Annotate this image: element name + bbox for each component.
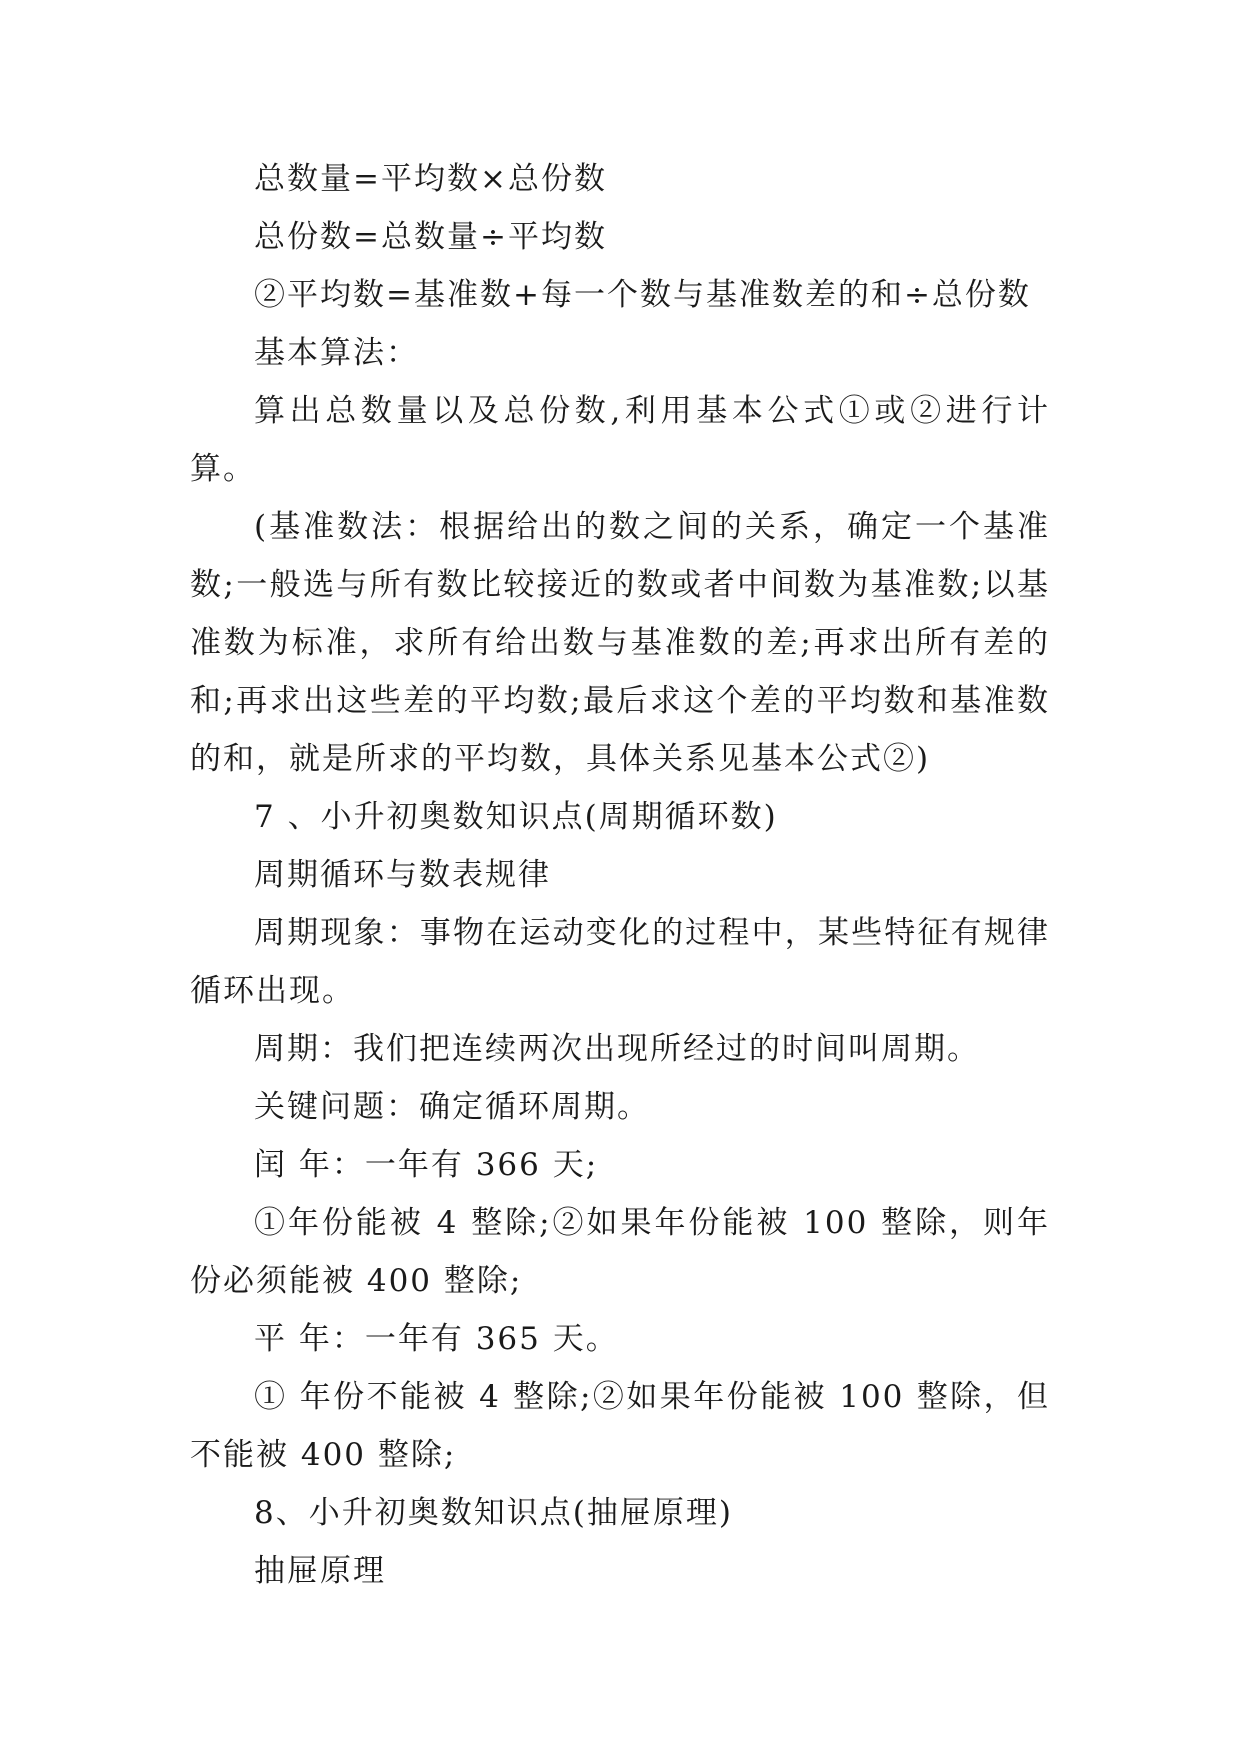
common-year-definition: 平 年：一年有 365 天。 (254, 1321, 619, 1357)
key-question: 关键问题：确定循环周期。 (254, 1089, 650, 1125)
common-year-rules: ① 年份不能被 4 整除;②如果年份能被 100 整除，但不能被 400 整除; (190, 1379, 1050, 1473)
document-body (190, 150, 1050, 1600)
periodic-phenomenon-paragraph: 周期现象：事物在运动变化的过程中，某些特征有规律循环出现。 (190, 915, 1050, 1009)
formula-average-baseline: ②平均数=基准数+每一个数与基准数差的和÷总份数 (254, 277, 1031, 313)
periodic-cycle-subheading: 周期循环与数表规律 (254, 857, 551, 893)
pigeonhole-principle-heading: 抽屉原理 (254, 1553, 386, 1589)
section-8-heading: 8、小升初奥数知识点(抽屉原理) (254, 1495, 733, 1531)
leap-year-rules: ①年份能被 4 整除;②如果年份能被 100 整除，则年份必须能被 400 整除; (190, 1205, 1050, 1299)
formula-total-quantity: 总数量=平均数×总份数 (254, 161, 607, 197)
leap-year-definition: 闰 年：一年有 366 天; (254, 1147, 599, 1183)
basic-method-text: 算出总数量以及总份数,利用基本公式①或②进行计算。 (190, 393, 1050, 487)
period-definition: 周期：我们把连续两次出现所经过的时间叫周期。 (254, 1031, 980, 1067)
formula-total-parts: 总份数=总数量÷平均数 (254, 219, 607, 255)
baseline-method-paragraph: (基准数法：根据给出的数之间的关系，确定一个基准数;一般选与所有数比较接近的数或者中间数为基准数;以基准数为标准，求所有给出数与基准数的差;再求出所有差的和;再求出这些差的平均数;最后求这个差的平均数和基准数的和，就是所求的平均数，具体关系见基本公式②) (190, 509, 1050, 777)
basic-method-heading: 基本算法： (254, 335, 419, 371)
section-7-heading: 7 、小升初奥数知识点(周期循环数) (254, 799, 778, 835)
